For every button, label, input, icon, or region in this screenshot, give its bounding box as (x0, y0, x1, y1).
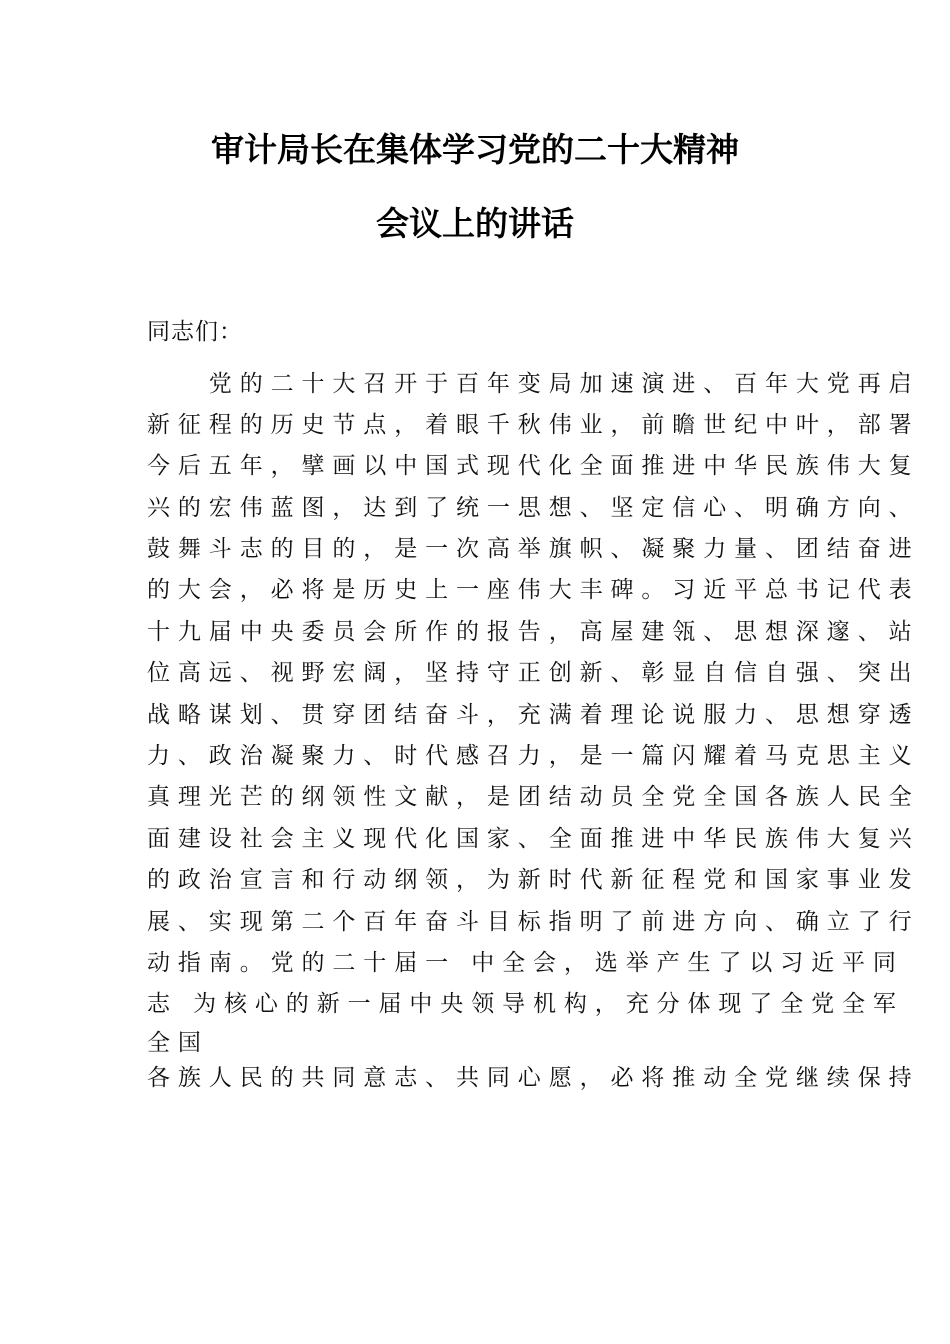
body-line: 党的二十大召开于百年变局加速演进、百年大党再启 (147, 371, 920, 397)
body-line: 新征程的历史节点，着眼千秋伟业，前瞻世纪中叶，部署 (147, 412, 920, 438)
body-line: 动指南。党的二十届一 中全会，选举产生了以习近平同 (147, 950, 904, 976)
document-title-line-1: 审计局长在集体学习党的二十大精神 (211, 130, 739, 169)
body-line: 展、实现第二个百年奋斗目标指明了前进方向、确立了行 (147, 909, 920, 935)
body-line: 各族人民的共同意志、共同心愿，必将推动全党继续保持 (147, 1065, 920, 1091)
body-line: 兴的宏伟蓝图，达到了统一思想、坚定信心、明确方向、 (147, 495, 920, 521)
body-line: 全国 (147, 1030, 209, 1056)
body-line: 位高远、视野宏阔，坚持守正创新、彰显自信自强、突出 (147, 660, 920, 686)
body-line: 鼓舞斗志的目的，是一次高举旗帜、凝聚力量、团结奋进 (147, 536, 920, 562)
salutation: 同志们： (147, 319, 243, 345)
document-title-line-2: 会议上的讲话 (376, 204, 574, 243)
body-line: 的大会，必将是历史上一座伟大丰碑。习近平总书记代表 (147, 577, 920, 603)
body-line: 今后五年，擘画以中国式现代化全面推进中华民族伟大复 (147, 453, 920, 479)
body-line: 的政治宣言和行动纲领，为新时代新征程党和国家事业发 (147, 867, 920, 893)
body-line: 真理光芒的纲领性文献，是团结动员全党全国各族人民全 (147, 784, 920, 810)
body-line: 志 为核心的新一届中央领导机构，充分体现了全党全军 (147, 991, 904, 1017)
body-line: 十九届中央委员会所作的报告，高屋建瓴、思想深邃、站 (147, 619, 920, 645)
body-line: 力、政治凝聚力、时代感召力，是一篇闪耀着马克思主义 (147, 743, 920, 769)
body-line: 战略谋划、贯穿团结奋斗，充满着理论说服力、思想穿透 (147, 702, 920, 728)
body-line: 面建设社会主义现代化国家、全面推进中华民族伟大复兴 (147, 826, 920, 852)
